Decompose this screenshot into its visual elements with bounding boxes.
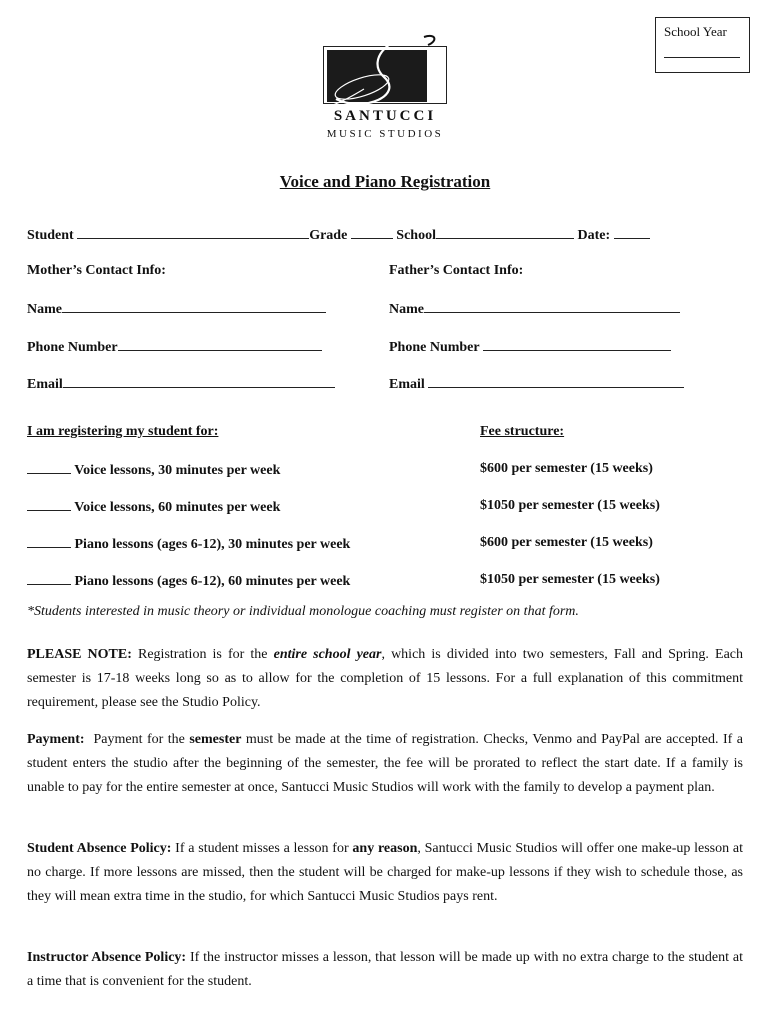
student-absence-text: If a student misses a lesson for <box>171 841 353 856</box>
footnote: *Students interested in music theory or individual monologue coaching must register on that form. <box>27 604 579 619</box>
date-field[interactable] <box>614 226 650 239</box>
page-title: Voice and Piano Registration <box>279 172 491 191</box>
school-year-box <box>655 17 750 73</box>
option-checkbox-piano-30[interactable] <box>27 535 71 548</box>
student-label: Student <box>27 228 74 243</box>
student-absence-text-2: , Santucci Music Studios will offer one make-up lesson at no charge. If more lessons are missed, then the student will be charged for make-up lessons if they wish to schedule those, as they will mean extra time in the studio, for which Santucci Music Studios pays rent. <box>27 841 744 904</box>
option-label: Voice lessons, 60 minutes per week <box>74 500 281 515</box>
option-checkbox-piano-60[interactable] <box>27 572 71 585</box>
option-label: Piano lessons (ages 6-12), 30 minutes per week <box>74 537 351 552</box>
option-label: Voice lessons, 30 minutes per week <box>74 463 281 478</box>
payment-text-2: must be made at the time of registration. Checks, Venmo and PayPal are accepted. If a student enters the studio after the beginning of the semester, the fee will be prorated to reflect the start date. If a family is unable to pay for the entire semester at once, Santucci Music Studios will work with the family to develop a payment plan. <box>27 732 744 795</box>
option-fee: $600 per semester (15 weeks) <box>480 535 653 550</box>
logo <box>323 46 447 104</box>
grade-label: Grade <box>309 228 348 243</box>
grade-field[interactable] <box>351 226 393 239</box>
option-row <box>27 498 280 516</box>
payment-text: Payment for the <box>84 732 190 747</box>
payment-emphasis: semester <box>189 732 242 747</box>
brand-subtitle: MUSIC STUDIOS <box>326 128 444 140</box>
payment-paragraph <box>27 728 743 800</box>
instructor-absence-text: If the instructor misses a lesson, that lesson will be made up with no extra charge to the student at a time that is convenient for the student. <box>27 950 743 989</box>
please-note-emphasis: entire school year <box>273 647 382 662</box>
date-label: Date: <box>577 228 611 243</box>
father-name-label: Name <box>389 302 424 317</box>
option-checkbox-voice-60[interactable] <box>27 498 71 511</box>
option-row <box>27 572 350 590</box>
school-year-field[interactable] <box>664 40 740 58</box>
student-absence-paragraph <box>27 837 743 909</box>
father-phone-label: Phone Number <box>389 340 480 355</box>
school-year-label: School Year <box>664 24 727 39</box>
father-name-field[interactable] <box>424 300 680 313</box>
option-row <box>27 535 350 553</box>
mother-phone-field[interactable] <box>118 338 322 351</box>
fee-heading: Fee structure: <box>480 424 565 439</box>
mother-name-field[interactable] <box>62 300 326 313</box>
mother-name-label: Name <box>27 302 62 317</box>
option-checkbox-voice-30[interactable] <box>27 461 71 474</box>
mother-email-label: Email <box>27 377 63 392</box>
option-fee: $1050 per semester (15 weeks) <box>480 572 660 587</box>
please-note-text: Registration is for the <box>131 647 274 662</box>
option-fee: $600 per semester (15 weeks) <box>480 461 653 476</box>
option-row <box>27 461 280 479</box>
student-field[interactable] <box>77 226 309 239</box>
please-note-paragraph <box>27 643 743 715</box>
mother-phone-label: Phone Number <box>27 340 118 355</box>
school-field[interactable] <box>436 226 574 239</box>
father-email-field[interactable] <box>428 375 684 388</box>
student-absence-label: Student Absence Policy: <box>27 841 172 856</box>
mother-email-field[interactable] <box>63 375 335 388</box>
script-s-logo-icon <box>324 29 448 109</box>
mother-name-row <box>27 300 326 318</box>
school-label: School <box>396 228 436 243</box>
instructor-absence-label: Instructor Absence Policy: <box>27 950 187 965</box>
option-fee: $1050 per semester (15 weeks) <box>480 498 660 513</box>
father-email-label: Email <box>389 377 425 392</box>
father-heading: Father’s Contact Info: <box>389 263 524 278</box>
mother-email-row <box>27 375 335 393</box>
please-note-label: PLEASE NOTE: <box>27 647 132 662</box>
instructor-absence-paragraph <box>27 946 743 994</box>
student-row <box>27 226 650 244</box>
brand-name: SANTUCCI <box>333 108 437 124</box>
registration-heading: I am registering my student for: <box>27 424 219 439</box>
father-phone-field[interactable] <box>483 338 671 351</box>
option-label: Piano lessons (ages 6-12), 60 minutes per week <box>74 574 351 589</box>
father-name-row <box>389 300 680 318</box>
mother-heading: Mother’s Contact Info: <box>27 263 166 278</box>
father-phone-row <box>389 338 671 356</box>
student-absence-emphasis: any reason <box>352 841 418 856</box>
father-email-row <box>389 375 684 393</box>
mother-phone-row <box>27 338 322 356</box>
payment-label: Payment: <box>27 732 85 747</box>
please-note-text-2: , which is divided into two semesters, Fall and Spring. Each semester is 17-18 weeks long so as to allow for the completion of 15 lessons. For a full explanation of this commitment requirement, please see the Studio Policy. <box>27 647 744 710</box>
